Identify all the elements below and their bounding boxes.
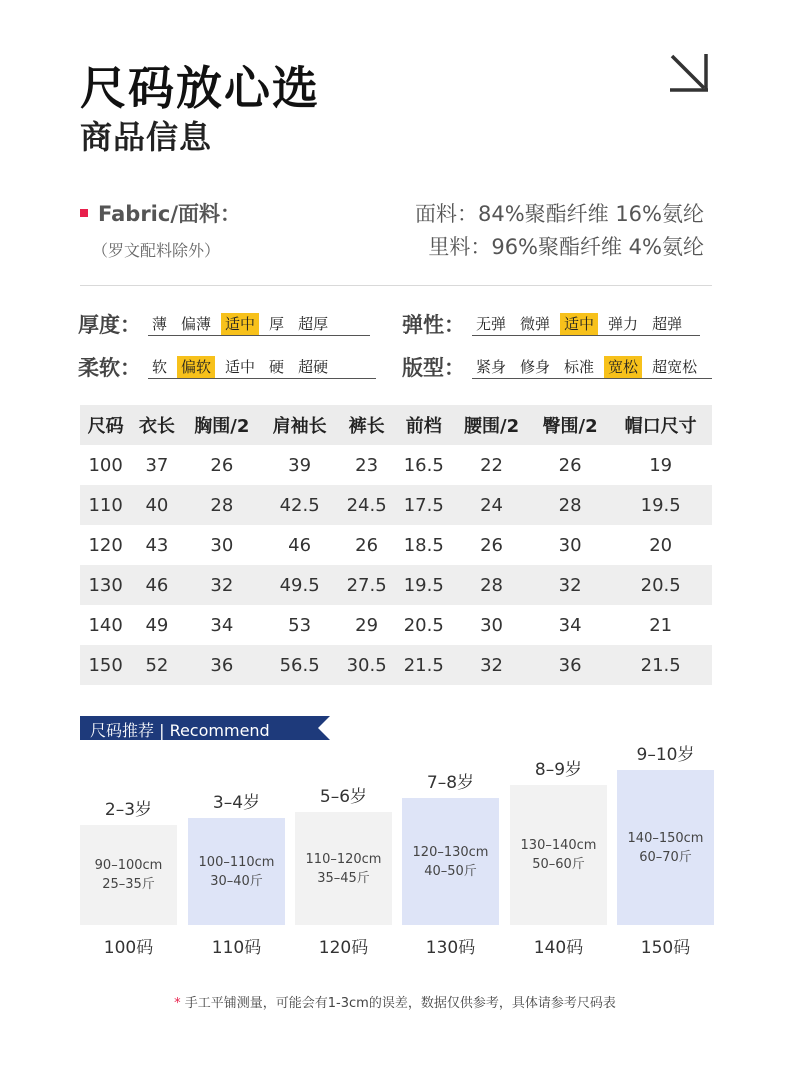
table-cell: 19 [649,454,673,476]
table-cell: 39 [288,454,312,476]
table-cell: 49 [145,614,169,636]
table-header-row [80,405,712,445]
table-cell: 36 [531,645,610,685]
table-cell: 20.5 [403,614,444,636]
size-recommend-box [80,825,177,925]
attr-scale [148,355,376,379]
table-cell: 24.5 [338,485,395,525]
size-label: 150码 [640,938,691,958]
table-cell: 16.5 [403,454,444,476]
age-label: 3–4岁 [212,793,261,813]
table-cell: 18.5 [403,534,444,556]
footnote-star: * [174,996,181,1011]
attr-option-selected: 适中 [221,313,259,335]
table-cell: 26 [558,454,582,476]
column-header: 臀围/2 [531,405,610,445]
attr-scale [472,355,712,379]
table-cell: 140 [88,614,123,636]
table-cell: 34 [210,614,234,636]
table-cell: 20.5 [609,565,712,605]
table-cell: 28 [452,565,531,605]
attr-option-selected: 宽松 [604,356,642,378]
attr-option: 软 [152,357,168,376]
table-cell: 21 [649,614,673,636]
bullet-square-icon [80,209,88,217]
table-cell: 30 [558,534,582,556]
size-label: 110码 [211,938,262,958]
table-cell: 24 [452,485,531,525]
column-header: 裤长 [338,405,395,445]
attr-option-selected: 偏软 [177,356,215,378]
table-cell: 26 [210,454,234,476]
fabric-label: Fabric/面料： [98,202,241,226]
table-cell: 52 [131,645,182,685]
attr-option: 紧身 [476,357,507,376]
size-recommend-box [510,785,607,925]
footnote [0,992,790,1011]
column-header: 尺码 [80,405,131,445]
age-label: 8–9岁 [534,760,583,780]
table-cell: 30 [210,534,234,556]
attr-scale [148,312,370,336]
table-cell: 27.5 [338,565,395,605]
table-cell: 110 [80,485,131,525]
weight-range: 25–35斤 [102,877,155,892]
arrow-down-right-icon [668,50,712,96]
fabric-outer-composition: 面料：84%聚酯纤维 16%氨纶 [414,202,704,226]
table-row [80,565,712,605]
fabric-lining-composition: 里料：96%聚酯纤维 4%氨纶 [428,235,704,259]
table-cell: 21.5 [395,645,452,685]
attr-option: 修身 [520,357,551,376]
table-cell: 19.5 [609,485,712,525]
attr-option: 微弹 [520,314,551,333]
size-label: 120码 [318,938,369,958]
attr-option: 超宽松 [652,357,698,376]
table-cell: 32 [183,565,262,605]
attr-option: 标准 [564,357,595,376]
height-range: 120–130cm [412,844,489,860]
size-label: 140码 [533,938,584,958]
table-cell: 46 [131,565,182,605]
table-cell: 46 [288,534,312,556]
weight-range: 40–50斤 [424,863,477,879]
table-cell: 56.5 [261,645,338,685]
footnote-text: 手工平铺测量，可能会有1-3cm的误差，数据仅供参考，具体请参考尺码表 [180,996,616,1011]
table-cell: 36 [183,645,262,685]
size-recommend-box [402,798,499,925]
attr-option: 超厚 [298,314,329,333]
table-cell: 21.5 [609,645,712,685]
table-cell: 30.5 [338,645,395,685]
attr-option: 超弹 [652,314,683,333]
table-cell: 40 [131,485,182,525]
table-cell: 17.5 [395,485,452,525]
section-title: 商品信息 [80,118,213,156]
attr-label: 弹性： [402,313,465,337]
table-cell: 20 [649,534,673,556]
table-cell: 34 [558,614,582,636]
divider [80,285,712,286]
table-cell: 30 [480,614,504,636]
attr-option-selected: 适中 [560,313,598,335]
table-cell: 29 [355,614,379,636]
attr-option: 偏薄 [181,314,212,333]
table-cell: 49.5 [261,565,338,605]
age-label: 9–10岁 [636,745,695,765]
height-range: 130–140cm [520,838,597,853]
size-recommend-box [617,770,714,925]
table-cell: 100 [88,454,123,476]
column-header: 腰围/2 [452,405,531,445]
table-cell: 22 [480,454,504,476]
table-cell: 32 [452,645,531,685]
table-cell: 32 [531,565,610,605]
height-range: 110–120cm [305,851,382,867]
weight-range: 60–70斤 [639,849,692,865]
table-row [80,605,712,645]
table-cell: 37 [145,454,169,476]
size-label: 100码 [103,938,154,958]
page-title: 尺码放心选 [80,61,320,115]
weight-range: 50–60斤 [532,857,585,872]
table-row [80,485,712,525]
attr-label: 柔软： [78,356,141,380]
fabric-note: （罗文配料除外） [92,241,221,260]
column-header: 衣长 [131,405,182,445]
attr-scale [472,312,700,336]
size-recommend-box [188,818,285,925]
attr-elasticity [402,309,700,339]
attr-thickness [78,309,370,339]
age-label: 7–8岁 [426,773,475,793]
table-row [80,645,712,685]
column-header: 帽口尺寸 [609,405,712,445]
size-table [80,405,712,685]
column-header: 前档 [395,405,452,445]
attr-label: 厚度： [78,313,141,337]
table-row [80,525,712,565]
column-header: 肩袖长 [261,405,338,445]
column-header: 胸围/2 [183,405,262,445]
attr-option: 超硬 [298,357,329,376]
attr-option: 弹力 [608,314,639,333]
attr-option: 无弹 [476,314,507,333]
table-cell: 28 [531,485,610,525]
height-range: 90–100cm [94,858,163,873]
table-cell: 23 [355,454,379,476]
table-cell: 26 [355,534,379,556]
table-cell: 150 [80,645,131,685]
attr-softness [78,352,376,382]
age-label: 5–6岁 [319,787,368,807]
attr-label: 版型： [402,356,465,380]
attr-option: 厚 [269,314,285,333]
table-cell: 53 [288,614,312,636]
attr-fit [402,352,712,382]
recommend-banner-label: 尺码推荐 | Recommend [90,721,270,740]
table-cell: 42.5 [261,485,338,525]
attr-option: 适中 [225,357,256,376]
table-cell: 120 [88,534,123,556]
attr-option: 薄 [152,314,168,333]
table-cell: 130 [80,565,131,605]
height-range: 100–110cm [198,854,275,870]
height-range: 140–150cm [627,830,704,846]
recommend-banner [80,716,330,740]
attr-option: 硬 [269,357,285,376]
table-cell: 19.5 [395,565,452,605]
size-label: 130码 [425,938,476,958]
weight-range: 30–40斤 [210,873,263,889]
table-cell: 28 [183,485,262,525]
table-cell: 43 [145,534,169,556]
table-row [80,445,712,485]
table-cell: 26 [480,534,504,556]
fabric-heading [80,198,241,228]
size-recommend-box [295,812,392,925]
weight-range: 35–45斤 [317,870,370,886]
age-label: 2–3岁 [104,800,153,820]
